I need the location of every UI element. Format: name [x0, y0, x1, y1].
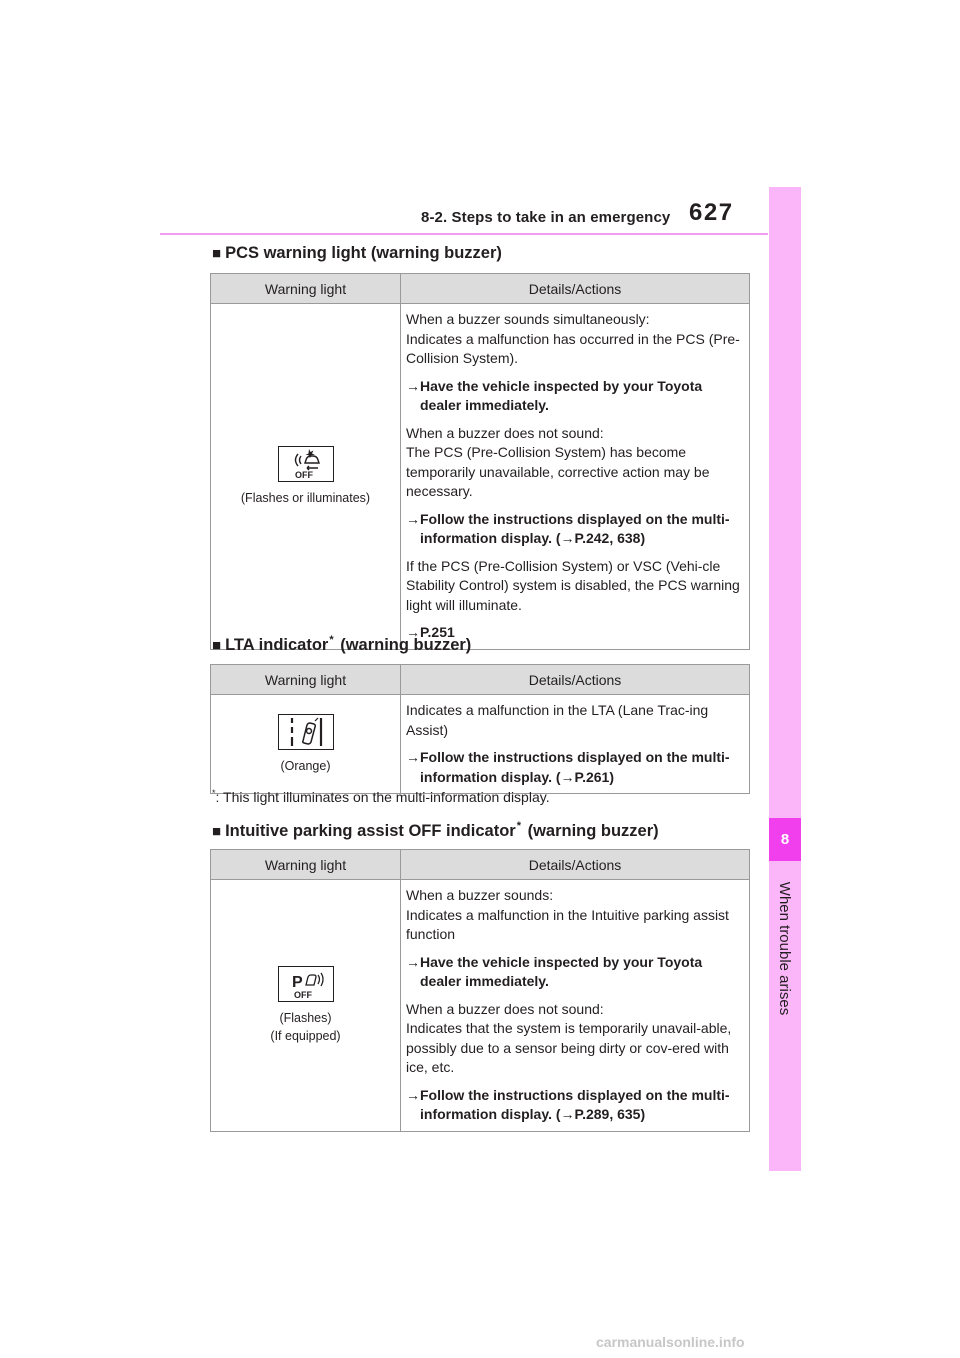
- svg-text:P: P: [291, 973, 303, 991]
- table-row: [211, 880, 750, 1132]
- lta-icon: [278, 714, 334, 750]
- lta-warning-table: [210, 664, 750, 794]
- chapter-title-vertical: [769, 868, 801, 1028]
- col-header-warning-light: Warning light: [211, 850, 401, 880]
- action-item: → Follow the instructions displayed on the multi-information display. (→P.242, 638): [406, 510, 730, 546]
- details-paragraph: Indicates a malfunction in the LTA (Lane Trac-ing Assist): [406, 702, 709, 738]
- table-header-row: [211, 850, 750, 880]
- pcs-warning-table: [210, 273, 750, 650]
- footnote-mark: *: [516, 820, 521, 832]
- square-bullet-icon: ■: [212, 823, 222, 840]
- page-reference-link[interactable]: P.261): [574, 768, 614, 785]
- parking-assist-warning-table: [210, 849, 750, 1132]
- action-item: → Have the vehicle inspected by your Toyota dealer immediately.: [406, 377, 703, 413]
- col-header-details: Details/Actions: [401, 274, 750, 304]
- parking-assist-off-icon: [278, 966, 334, 1002]
- details-paragraph: When a buzzer sounds: Indicates a malfunction in the Intuitive parking assist function: [406, 887, 729, 942]
- warning-light-cell: [211, 695, 401, 794]
- details-cell: [401, 880, 750, 1132]
- header-rule: [160, 233, 768, 235]
- footnote-mark: *: [329, 634, 334, 646]
- col-header-warning-light: Warning light: [211, 274, 401, 304]
- section-heading-parking-assist: ■ Intuitive parking assist OFF indicator* (warning buzzer): [212, 820, 659, 840]
- pcs-off-icon: [278, 446, 334, 482]
- icon-caption: (Orange): [280, 758, 331, 773]
- warning-light-cell: [211, 880, 401, 1132]
- details-cell: [401, 304, 750, 650]
- arrow-icon: →: [406, 953, 420, 970]
- details-cell: [401, 695, 750, 794]
- chapter-title-text: When trouble arises: [776, 881, 794, 1015]
- arrow-icon: →: [560, 768, 575, 785]
- details-paragraph: When a buzzer sounds simultaneously: Indicates a malfunction has occurred in the PCS (Pre-Collision System).: [406, 311, 740, 366]
- arrow-icon: →: [560, 530, 575, 546]
- page-reference-link[interactable]: P.251: [420, 624, 455, 640]
- action-item: → Follow the instructions displayed on the multi-information display. (→P.261): [406, 749, 730, 785]
- icon-caption: (Flashes): [279, 1010, 332, 1025]
- arrow-icon: →: [406, 749, 420, 765]
- col-header-details: Details/Actions: [401, 850, 750, 880]
- col-header-details: Details/Actions: [401, 665, 750, 695]
- section-title: 8-2. Steps to take in an emergency: [421, 209, 671, 226]
- details-paragraph: When a buzzer does not sound: The PCS (Pre-Collision System) has become temporarily unavailable, corrective action may be necessary.: [406, 424, 710, 499]
- arrow-icon: →: [406, 1086, 420, 1103]
- square-bullet-icon: ■: [212, 245, 222, 262]
- arrow-icon: →: [406, 377, 420, 394]
- svg-text:OFF: OFF: [293, 989, 312, 1000]
- col-header-warning-light: Warning light: [211, 665, 401, 695]
- square-bullet-icon: ■: [212, 637, 222, 654]
- details-paragraph: If the PCS (Pre-Collision System) or VSC (Vehi-cle Stability Control) system is disabled, the PCS warning light will illuminate.: [406, 557, 740, 613]
- arrow-icon: →: [406, 510, 420, 527]
- arrow-icon: →: [406, 624, 420, 640]
- svg-text:OFF: OFF: [294, 469, 313, 480]
- section-heading-pcs: ■ PCS warning light (warning buzzer): [212, 244, 502, 262]
- page-reference-link[interactable]: P.289, 635): [574, 1106, 646, 1122]
- section-heading-lta: ■ LTA indicator* (warning buzzer): [212, 634, 472, 654]
- icon-caption: (Flashes or illuminates): [240, 490, 371, 505]
- arrow-icon: →: [560, 1106, 575, 1122]
- footnote: *: This light illuminates on the multi-information display.: [212, 788, 550, 805]
- watermark: carmanualsonline.info: [596, 1334, 745, 1350]
- page-reference-link[interactable]: P.242, 638): [574, 530, 646, 546]
- action-item: → Follow the instructions displayed on the multi-information display. (→P.289, 635): [406, 1086, 730, 1122]
- warning-light-cell: [211, 304, 401, 650]
- details-paragraph: When a buzzer does not sound: Indicates that the system is temporarily unavail-able, possibly due to a sensor being dirty or cov-ered with ice, etc.: [406, 1000, 732, 1075]
- page-number: 627: [689, 199, 734, 226]
- action-item: → Have the vehicle inspected by your Toyota dealer immediately.: [406, 953, 703, 989]
- table-row: [211, 304, 750, 650]
- icon-caption-equipped: (If equipped): [270, 1028, 341, 1043]
- footnote-mark: *: [212, 788, 216, 798]
- chapter-number-badge: 8: [769, 818, 801, 861]
- table-header-row: [211, 665, 750, 695]
- table-header-row: [211, 274, 750, 304]
- table-row: [211, 695, 750, 794]
